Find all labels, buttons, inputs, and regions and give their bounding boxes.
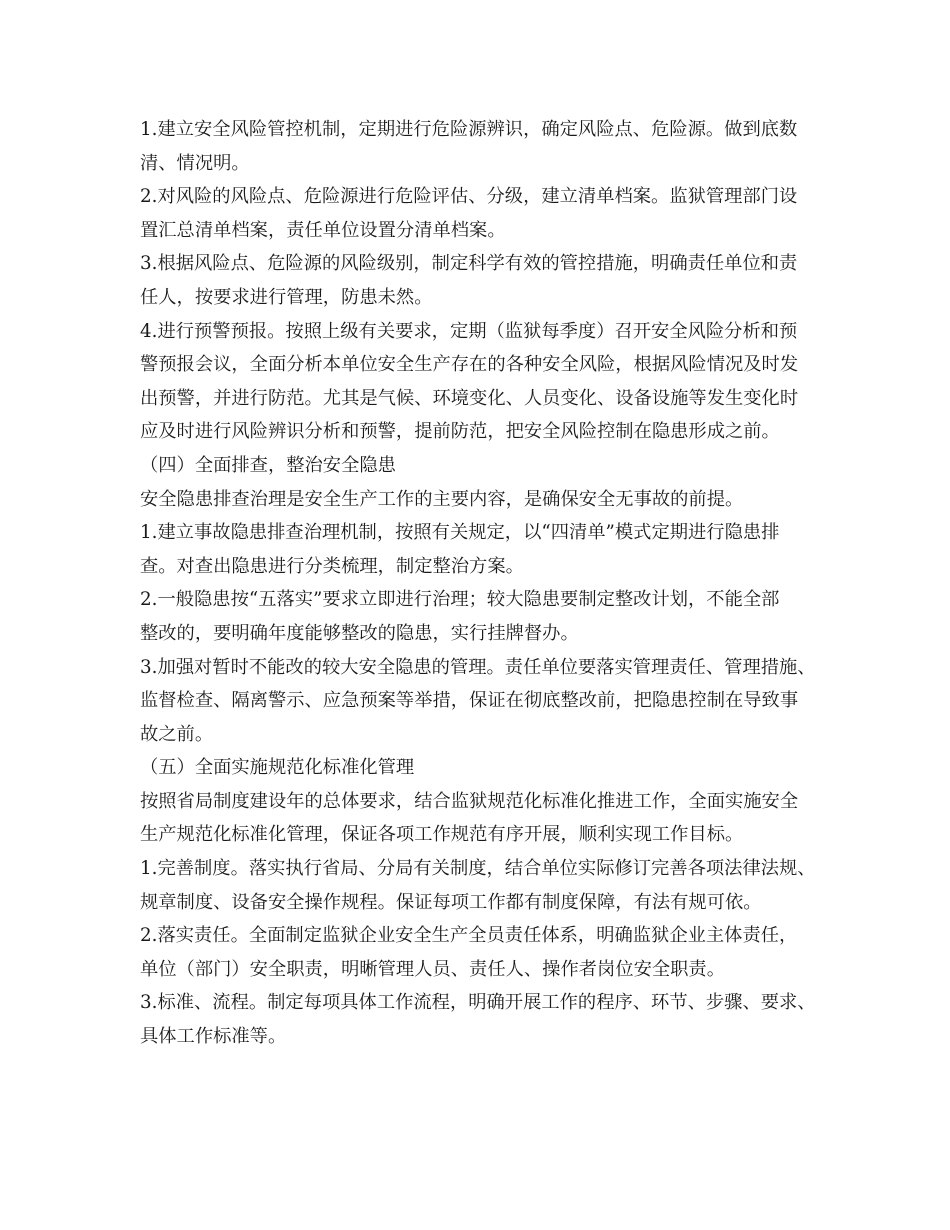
- text-line: 生产规范化标准化管理，保证各项工作规范有序开展，顺利实现工作目标。: [140, 824, 744, 846]
- text-line: 4.进行预警预报。按照上级有关要求，定期（监狱每季度）召开安全风险分析和预: [140, 320, 798, 342]
- text-line: 3.根据风险点、危险源的风险级别，制定科学有效的管控措施，明确责任单位和责: [140, 253, 798, 275]
- text-line: 3.标准、流程。制定每项具体工作流程，明确开展工作的程序、环节、步骤、要求、: [140, 992, 816, 1014]
- text-line: 安全隐患排查治理是安全生产工作的主要内容，是确保安全无事故的前提。: [140, 488, 744, 510]
- text-line: 出预警，并进行防范。尤其是气候、环境变化、人员变化、设备设施等发生变化时: [140, 387, 799, 409]
- section-heading: （五）全面实施规范化标准化管理: [140, 757, 415, 779]
- text-line: 任人，按要求进行管理，防患未然。: [140, 286, 433, 308]
- text-line: 查。对查出隐患进行分类梳理，制定整治方案。: [140, 555, 524, 577]
- text-line: 2.一般隐患按“五落实”要求立即进行治理；较大隐患要制定整改计划，不能全部: [140, 589, 780, 611]
- text-line: 按照省局制度建设年的总体要求，结合监狱规范化标准化推进工作，全面实施安全: [140, 790, 799, 812]
- text-line: 清、情况明。: [140, 152, 250, 174]
- text-line: 整改的，要明确年度能够整改的隐患，实行挂牌督办。: [140, 622, 579, 644]
- text-line: 应及时进行风险辨识分析和预警，提前防范，把安全风险控制在隐患形成之前。: [140, 421, 780, 443]
- text-line: 置汇总清单档案，责任单位设置分清单档案。: [140, 219, 506, 241]
- text-line: 2.落实责任。全面制定监狱企业安全生产全员责任体系，明确监狱企业主体责任，: [140, 925, 798, 947]
- text-line: 3.加强对暂时不能改的较大安全隐患的管理。责任单位要落实管理责任、管理措施、: [140, 656, 816, 678]
- text-line: 单位（部门）安全职责，明晰管理人员、责任人、操作者岗位安全职责。: [140, 958, 725, 980]
- text-line: 2.对风险的风险点、危险源进行危险评估、分级，建立清单档案。监狱管理部门设: [140, 186, 798, 208]
- text-line: 具体工作标准等。: [140, 1026, 287, 1048]
- document-page: [140, 113, 830, 1054]
- text-line: 警预报会议，全面分析本单位安全生产存在的各种安全风险，根据风险情况及时发: [140, 354, 799, 376]
- text-line: 1.建立事故隐患排查治理机制，按照有关规定，以“四清单”模式定期进行隐患排: [140, 522, 780, 544]
- text-line: 1.建立安全风险管控机制，定期进行危险源辨识，确定风险点、危险源。做到底数: [140, 119, 798, 140]
- section-heading: （四）全面排查，整治安全隐患: [140, 454, 396, 476]
- text-line: 故之前。: [140, 723, 214, 745]
- text-line: 监督检查、隔离警示、应急预案等举措，保证在彻底整改前，把隐患控制在导致事: [140, 690, 799, 712]
- text-line: 1.完善制度。落实执行省局、分局有关制度，结合单位实际修订完善各项法律法规、: [140, 858, 816, 880]
- text-line: 规章制度、设备安全操作规程。保证每项工作都有制度保障，有法有规可依。: [140, 891, 762, 913]
